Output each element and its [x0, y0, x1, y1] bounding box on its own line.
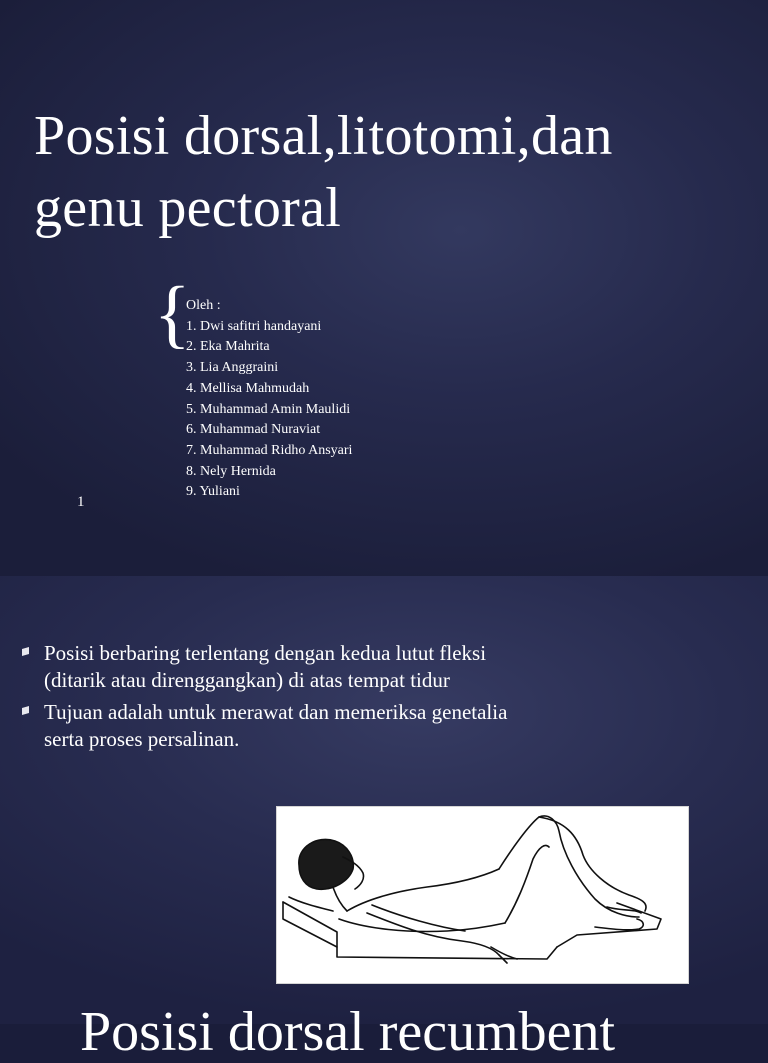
bullet-icon — [22, 647, 29, 656]
author-item: 1. Dwi safitri handayani — [186, 318, 322, 334]
patient-illustration — [276, 806, 689, 984]
bullet-icon — [22, 706, 29, 715]
author-item: 5. Muhammad Amin Maulidi — [186, 401, 351, 417]
author-item: 8. Nely Hernida — [186, 463, 276, 479]
bullet-item — [22, 699, 522, 753]
author-item: 9. Yuliani — [186, 484, 240, 500]
bullet-list — [22, 640, 522, 758]
page-number: 1 — [77, 494, 85, 510]
dorsal-position-drawing — [277, 807, 688, 983]
authors-label: Oleh : — [186, 298, 221, 313]
content-slide — [0, 576, 768, 1063]
bullet-text: Tujuan adalah untuk merawat dan memeriksa genetalia serta proses persalinan. — [44, 700, 508, 751]
bullet-item — [22, 640, 522, 694]
author-item: 4. Mellisa Mahmudah — [186, 380, 310, 396]
brace-icon: { — [154, 272, 191, 356]
bullet-text: Posisi berbaring terlentang dengan kedua lutut fleksi (ditarik atau direnggangkan) di atas tempat tidur — [44, 641, 487, 692]
author-item: 6. Muhammad Nuraviat — [186, 422, 321, 438]
author-item: 2. Eka Mahrita — [186, 339, 270, 355]
author-item: 7. Muhammad Ridho Ansyari — [186, 442, 353, 458]
next-slide-title: Posisi dorsal recumbent — [80, 1001, 616, 1063]
author-item: 3. Lia Anggraini — [186, 360, 279, 376]
slide-title: Posisi dorsal,litotomi,dan genu pectoral — [34, 105, 613, 239]
author-list — [186, 296, 352, 503]
